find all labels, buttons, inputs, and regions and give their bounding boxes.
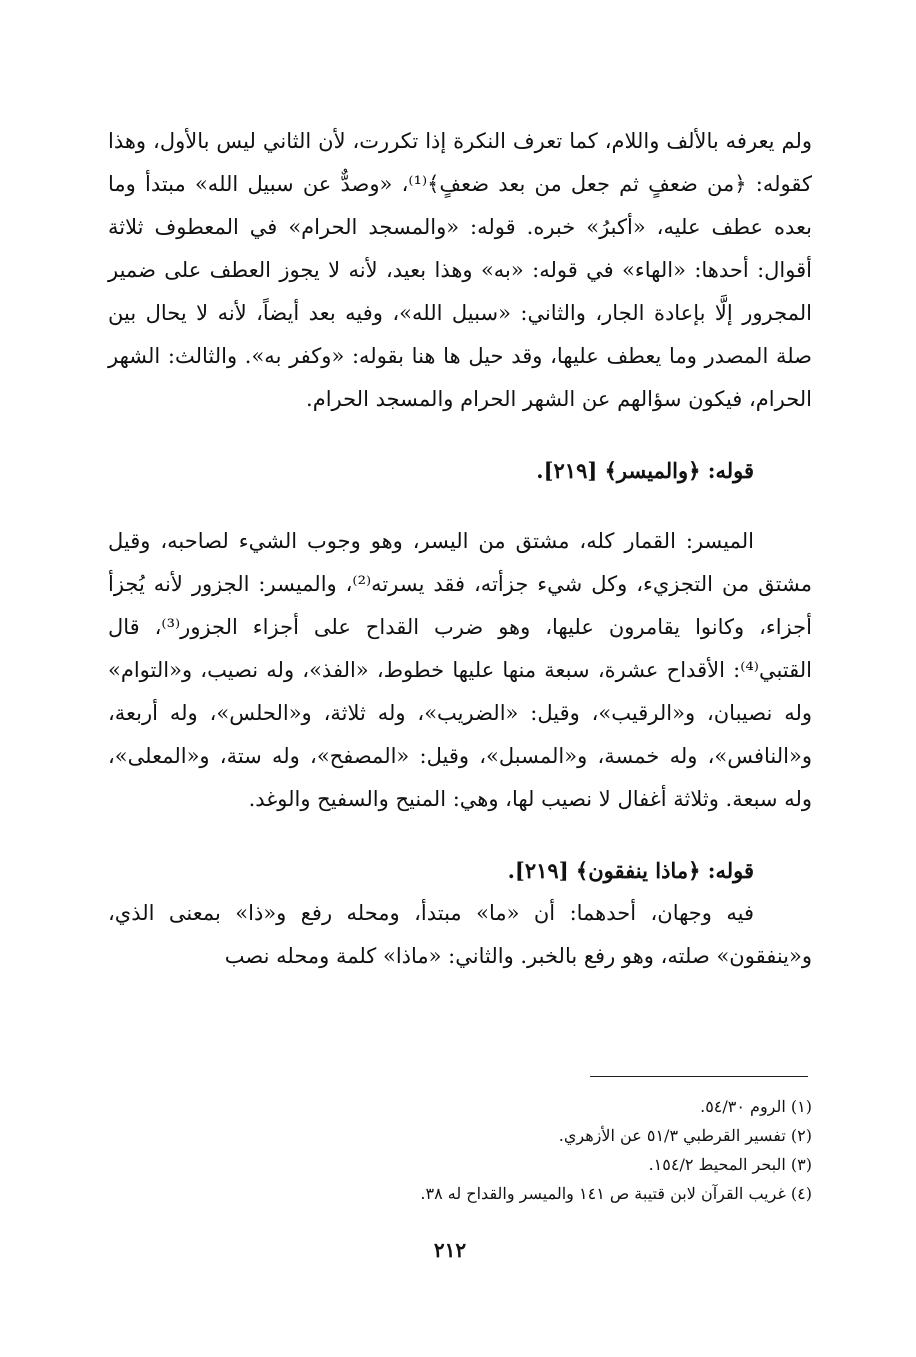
- section-heading-maysir: قوله: ﴿والميسر﴾ [٢١٩].: [536, 458, 754, 483]
- paragraph-1: ولم يعرفه بالألف واللام، كما تعرف النكرة إذا تكررت، لأن الثاني ليس بالأول، وهذا كقوله: ﴿من ضعفٍ ثم جعل من بعد ضعفٍ﴾⁽¹⁾، «وصدٌّ عن سبيل الله» مبتدأ وما بعده عطف عليه، «أكبرُ» خبره. قوله: «والمسجد الحرام» في المعطوف ثلاثة أقوال: أحدها: «الهاء» في قوله: «به» وهذا بعيد، لأنه لا يجوز العطف على ضمير المجرور إلَّا بإعادة الجار، والثاني: «سبيل الله»، وفيه بعد أيضاً، لأنه لا يحال بين صلة المصدر وما يعطف عليها، وقد حيل ها هنا بقوله: «وكفر به». والثالث: الشهر الحرام، فيكون سؤالهم عن الشهر الحرام والمسجد الحرام.: [108, 129, 812, 411]
- section-heading-madha-yunfiqun: قوله: ﴿ماذا ينفقون﴾ [٢١٩].: [507, 858, 754, 883]
- footnote-divider: [590, 1076, 808, 1077]
- footnote-1: (١) الروم ٥٤/٣٠.: [700, 1097, 812, 1116]
- paragraph-3: فيه وجهان، أحدهما: أن «ما» مبتدأ، ومحله رفع و«ذا» بمعنى الذي، و«ينفقون» صلته، وهو رفع بالخبر. والثاني: «ماذا» كلمة ومحله نصب: [108, 901, 812, 968]
- paragraph-2: الميسر: القمار كله، مشتق من اليسر، وهو وجوب الشيء لصاحبه، وقيل مشتق من التجزيء، وكل شيء جزأته، فقد يسرته⁽²⁾، والميسر: الجزور لأنه يُجزأ أجزاء، وكانوا يقامرون عليها، وهو ضرب القداح على أجزاء الجزور⁽³⁾، قال القتبي⁽⁴⁾: الأقداح عشرة، سبعة منها عليها خطوط، «الفذ»، وله نصيب، و«التوام» وله نصيبان، و«الرقيب»، وقيل: «الضريب»، وله ثلاثة، و«الحلس»، وله أربعة، و«النافس»، وله خمسة، و«المسبل»، وقيل: «المصفح»، وله ستة، و«المعلى»، وله سبعة. وثلاثة أغفال لا نصيب لها، وهي: المنيح والسفيح والوغد.: [108, 529, 812, 811]
- paragraph-gap: [108, 821, 812, 849]
- footnote-3: (٣) البحر المحيط ١٥٤/٢.: [648, 1155, 812, 1174]
- footnote-2: (٢) تفسير القرطبي ٥١/٣ عن الأزهري.: [558, 1126, 812, 1145]
- footnote-4: (٤) غريب القرآن لابن قتيبة ص ١٤١ والميسر والقداح له ٣٨.: [420, 1184, 812, 1203]
- paragraph-gap: [108, 421, 812, 449]
- paragraph-gap: [108, 492, 812, 520]
- main-text: [108, 120, 812, 978]
- footnotes: [300, 1092, 812, 1208]
- page-number: ٢١٢: [433, 1238, 467, 1262]
